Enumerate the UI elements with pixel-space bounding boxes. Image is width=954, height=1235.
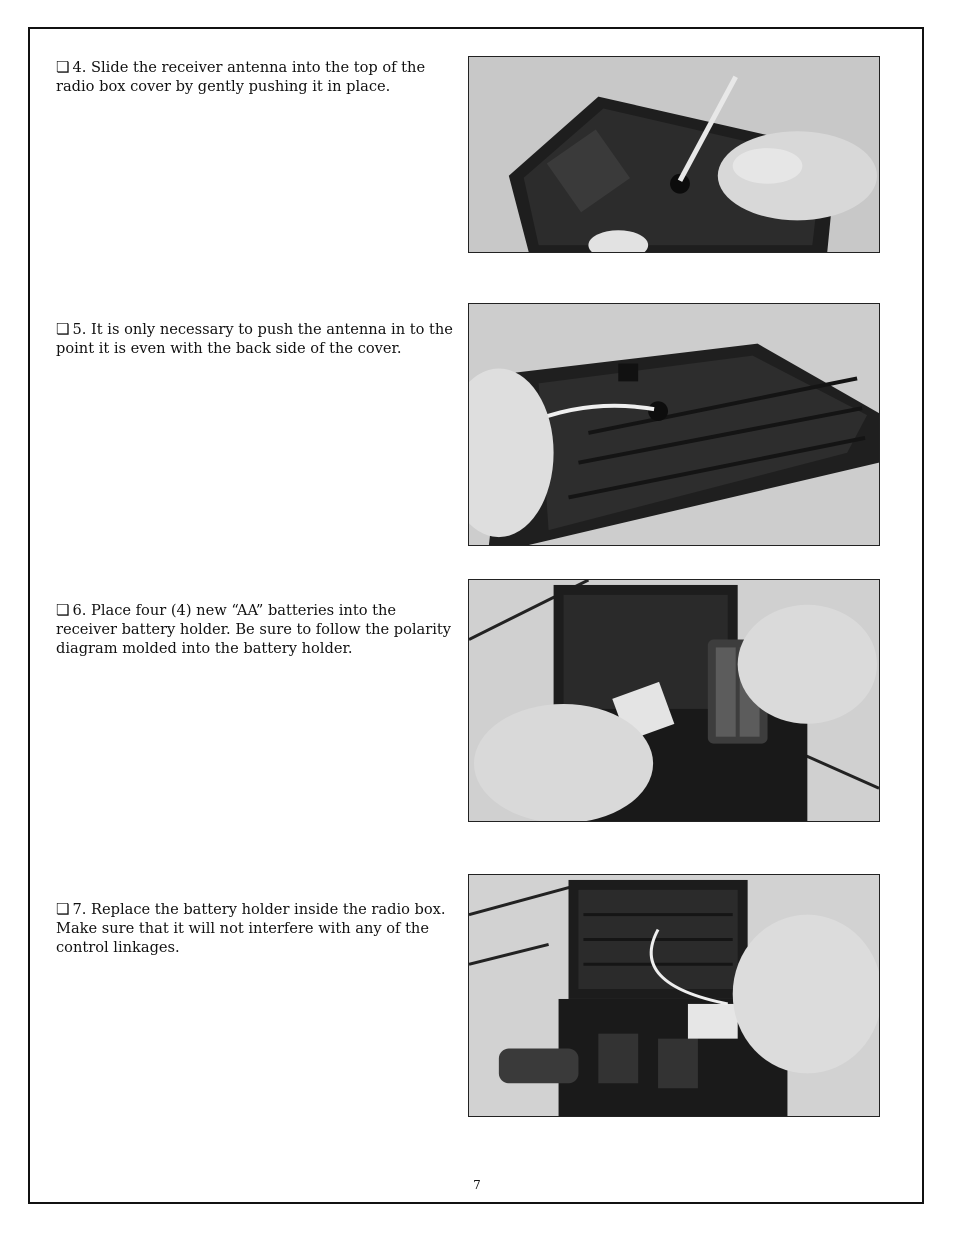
step-7	[56, 900, 460, 957]
step-4-text: 4. Slide the receiver antenna into the top of the radio box cover by gently pushing it in place.	[56, 59, 426, 95]
step-5	[56, 320, 460, 358]
checkbox-icon[interactable]: ❏	[56, 320, 70, 338]
checkbox-icon[interactable]: ❏	[56, 58, 70, 76]
photo-antenna-flush	[468, 303, 880, 546]
step-4	[56, 58, 460, 96]
photo-battery-holder-placement	[468, 874, 880, 1117]
checkbox-icon[interactable]: ❏	[56, 601, 70, 619]
checkbox-icon[interactable]: ❏	[56, 900, 70, 918]
page-number: 7	[473, 1178, 481, 1192]
photo-battery-install	[468, 579, 880, 822]
step-6-text: 6. Place four (4) new “AA” batteries into the receiver battery holder. Be sure to follow the polarity diagram molded into the battery holder.	[56, 602, 451, 657]
step-5-text: 5. It is only necessary to push the antenna in to the point it is even with the back side of the cover.	[56, 321, 453, 357]
photo-antenna-insert	[468, 56, 880, 253]
step-7-text: 7. Replace the battery holder inside the radio box. Make sure that it will not interfere with any of the control linkages.	[56, 901, 446, 956]
step-6	[56, 601, 460, 658]
